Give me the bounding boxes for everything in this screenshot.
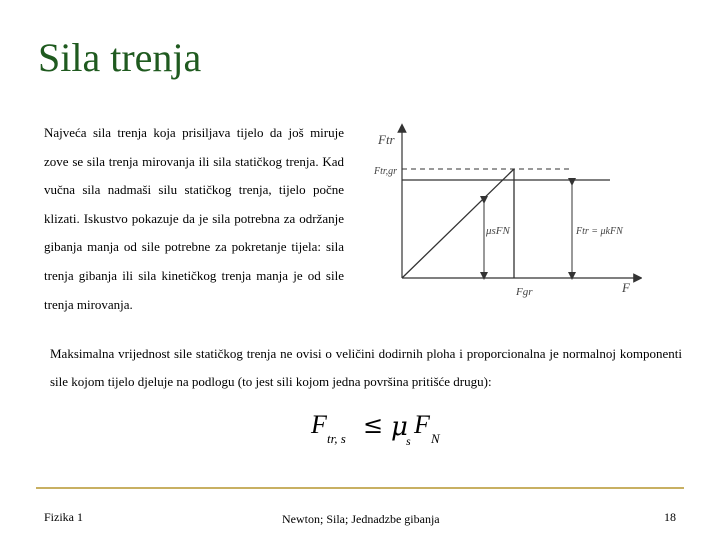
formula-lhs: F xyxy=(311,410,327,439)
page-number: 18 xyxy=(664,510,676,524)
footer-topic: Newton; Sila; Jednadzbe gibanja xyxy=(282,512,440,526)
static-friction-formula xyxy=(305,405,465,455)
formula-rhs: F xyxy=(414,410,430,439)
static-friction-line xyxy=(402,169,514,278)
formula-lhs-sub: tr, s xyxy=(327,431,346,446)
formula-mu-sub: s xyxy=(406,434,411,448)
kinetic-label: Ftr = μkFN xyxy=(576,226,623,237)
max-static-label: Ftr,gr xyxy=(374,166,398,177)
formula-mu: μ xyxy=(391,412,408,442)
friction-graph xyxy=(372,120,642,300)
static-label: μsFN xyxy=(486,225,510,237)
paragraph-max-static-friction: Maksimalna vrijednost sile statičkog trenja ne ovisi o veličini dodirnih ploha i proporcionalna je normalnoj komponenti sile kojom tijelo djeluje na podlogu (to jest sili kojom jedna površina pritišće drugu): xyxy=(50,346,682,389)
footer-course: Fizika 1 xyxy=(44,510,83,524)
formula-rhs-sub: N xyxy=(431,431,440,446)
footer-divider xyxy=(36,487,684,489)
paragraph-static-kinetic-friction: Najveća sila trenja koja prisiljava tijelo da još miruje zove se sila trenja mirovanja ili sila statičkog trenja. Kad vučna sila nadmaši silu statičkog trenja, tijelo počne klizati. Iskustvo pokazuje da je sila potrebna za održanje gibanja manja od sile potrebne za pokretanje tijela: sila trenja gibanja ili sila kinetičkog trenja manja je od sile trenja mirovanja. xyxy=(44,125,344,312)
x-axis-label: F xyxy=(622,280,630,295)
threshold-label: Fgr xyxy=(516,286,533,298)
formula-relation: ≤ xyxy=(363,411,384,439)
y-axis-label: Ftr xyxy=(378,132,395,147)
slide-title: Sila trenja xyxy=(38,35,202,80)
